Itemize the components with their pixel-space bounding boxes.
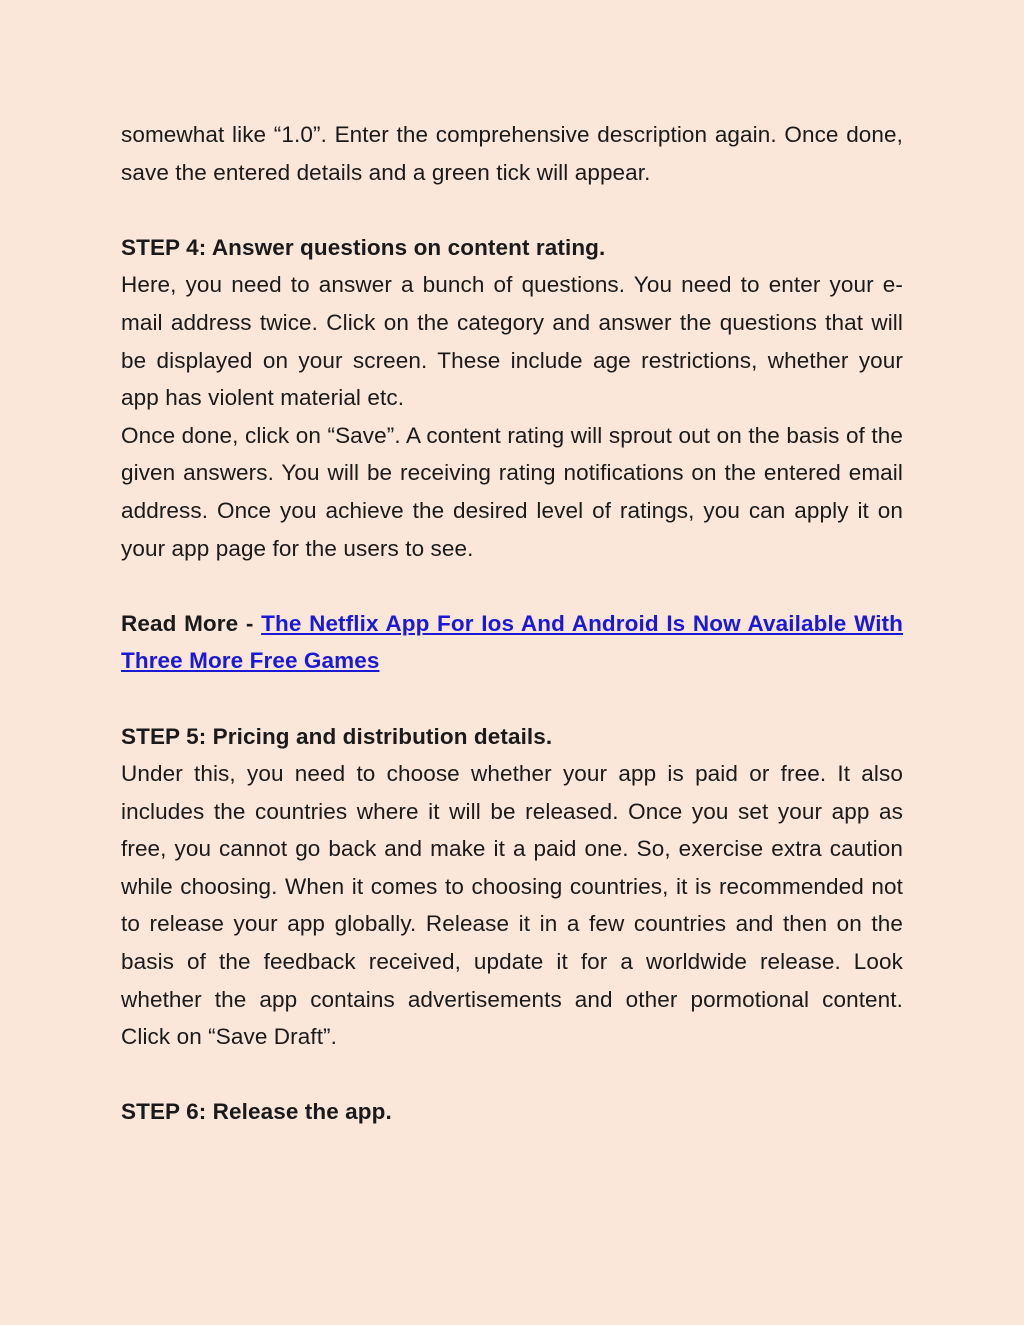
step6-heading: STEP 6: Release the app. bbox=[121, 1099, 392, 1125]
read-more-link[interactable]: The Netflix App For Ios And Android Is Now Available With Three More Free Games bbox=[121, 610, 903, 674]
spacer bbox=[121, 567, 903, 605]
spacer bbox=[121, 191, 903, 229]
read-more-label: Read More - bbox=[121, 610, 254, 636]
step4-heading: STEP 4: Answer questions on content rating. bbox=[121, 234, 606, 260]
step5-paragraph: Under this, you need to choose whether your app is paid or free. It also includes the countries where it will be released. Once you set your app as free, you cannot go back and make it a paid one. So, exercise extra caution while choosing. When it comes to choosing countries, it is recommended not to release your app globally. Release it in a few countries and then on the basis of the feedback received, update it for a worldwide release. Look whether the app contains advertisements and other pormotional content. Click on “Save Draft”. bbox=[121, 761, 903, 1050]
step4-paragraph-1: Here, you need to answer a bunch of questions. You need to enter your e-mail address twice. Click on the category and answer the questions that will be displayed on your screen. These include age restrictions, whether your app has violent material etc. bbox=[121, 272, 903, 411]
spacer bbox=[121, 1056, 903, 1094]
step5-heading: STEP 5: Pricing and distribution details. bbox=[121, 723, 553, 749]
read-more-paragraph bbox=[121, 605, 903, 680]
step4-paragraph-2: Once done, click on “Save”. A content rating will sprout out on the basis of the given answers. You will be receiving rating notifications on the entered email address. Once you achieve the desired level of ratings, you can apply it on your app page for the users to see. bbox=[121, 422, 903, 561]
document-page bbox=[121, 116, 903, 1131]
intro-paragraph: somewhat like “1.0”. Enter the comprehensive description again. Once done, save the entered details and a green tick will appear. bbox=[121, 122, 903, 185]
spacer bbox=[121, 680, 903, 718]
